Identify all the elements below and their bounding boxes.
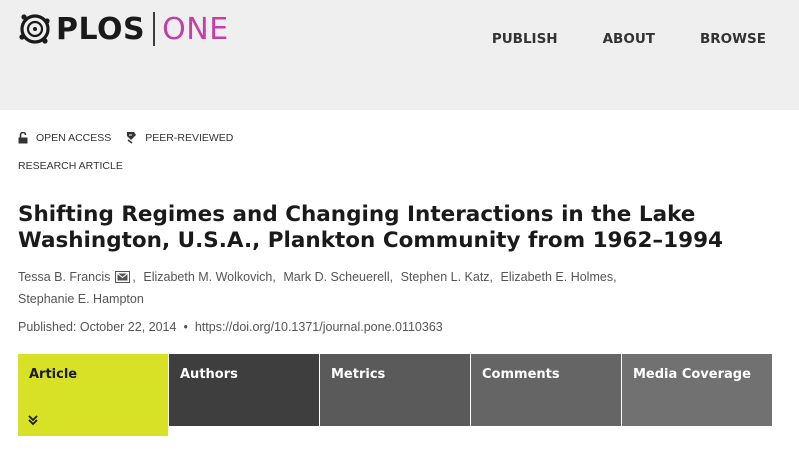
article-tabs (18, 354, 773, 436)
tab-authors[interactable] (169, 354, 319, 426)
peer-reviewed-badge[interactable] (125, 131, 233, 144)
author-list: Tessa B. Francis , Elizabeth M. Wolkovich, Mark D. Scheuerell, Stephen L. Katz, Elizabeth E. Holmes, Stephanie E. Hampton (18, 270, 617, 306)
author-link[interactable]: Tessa B. Francis (18, 270, 111, 284)
logo-divider (153, 12, 155, 46)
article-badges (18, 131, 247, 144)
email-icon[interactable] (115, 271, 130, 283)
tab-label: Authors (180, 367, 238, 382)
author-link[interactable]: Elizabeth E. Holmes (500, 270, 614, 284)
site-header (0, 0, 799, 110)
nav-about[interactable]: ABOUT (602, 31, 655, 47)
publication-info (18, 320, 443, 334)
separator-dot: • (183, 320, 188, 334)
author-link[interactable]: Stephanie E. Hampton (18, 292, 144, 306)
tab-comments[interactable] (471, 354, 621, 426)
author-link[interactable]: Elizabeth M. Wolkovich (143, 270, 273, 284)
main-nav (447, 31, 766, 47)
peer-reviewed-icon (125, 131, 137, 144)
logo-text-one: ONE (162, 11, 229, 47)
nav-publish[interactable]: PUBLISH (491, 31, 558, 47)
open-access-badge[interactable] (18, 132, 111, 144)
tab-article[interactable] (18, 354, 168, 436)
tab-label: Metrics (331, 367, 386, 382)
open-access-label: OPEN ACCESS (36, 131, 112, 144)
tab-metrics[interactable] (320, 354, 470, 426)
author-link[interactable]: Mark D. Scheuerell (283, 270, 390, 284)
author-link[interactable]: Stephen L. Katz (400, 270, 490, 284)
peer-reviewed-label: PEER-REVIEWED (145, 131, 234, 144)
logo-text-plos: PLOS (56, 11, 146, 47)
plos-one-logo[interactable] (18, 10, 229, 48)
plos-logo-icon (18, 12, 52, 46)
article-title: Shifting Regimes and Changing Interactions in the Lake Washington, U.S.A., Plankton Community from 1962–1994 (18, 202, 724, 253)
published-date: Published: October 22, 2014 (18, 320, 177, 334)
nav-browse[interactable]: BROWSE (700, 31, 766, 47)
tab-label: Comments (482, 367, 560, 382)
tab-label: Article (29, 367, 78, 382)
unlock-icon (18, 132, 28, 144)
doi-link[interactable]: https://doi.org/10.1371/journal.pone.0110363 (194, 320, 443, 334)
article-type: RESEARCH ARTICLE (18, 160, 123, 172)
double-chevron-down-icon (27, 414, 39, 426)
tab-media-coverage[interactable] (622, 354, 772, 426)
tab-label: Media Coverage (633, 367, 751, 382)
